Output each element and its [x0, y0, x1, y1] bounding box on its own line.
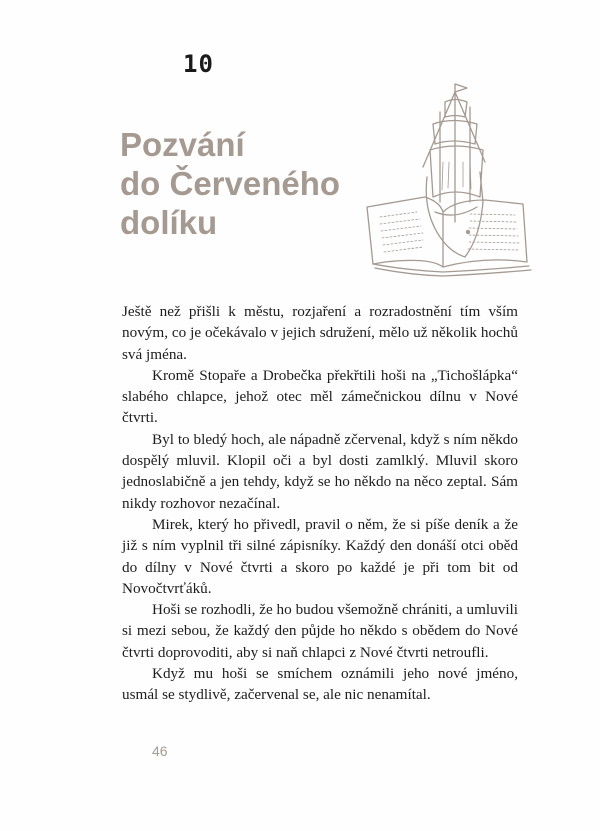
chapter-body-text: [122, 301, 518, 706]
chapter-title-line: Pozvání: [120, 126, 245, 163]
paragraph: Hoši se rozhodli, že ho budou všemožně chrániti, a umluvili si mezi sebou, že každý den půjde ho někdo s obědem do Nové čtvrti doprovoditi, aby si naň chlapci z Nové čtvrti netroufli.: [122, 601, 518, 661]
chapter-number: 10: [183, 50, 214, 78]
chapter-title-line: do Červeného: [120, 165, 341, 202]
chapter-title-line: dolíku: [120, 204, 218, 241]
paragraph: Kromě Stopaře a Drobečka překřtili hoši na „Tichošlápka“ slabého chlapce, jehož otec měl zámečnickou dílnu v Nové čtvrti.: [122, 366, 518, 427]
paragraph: Ještě než přišli k městu, rozjaření a rozradostnění tím vším novým, co je očekávalo v jejich sdružení, mělo už několik hochů svá jména.: [122, 303, 518, 363]
ship-book-illustration-icon: [345, 72, 540, 277]
page-number: 46: [152, 743, 168, 759]
paragraph: Když mu hoši se smíchem oznámili jeho nové jméno, usmál se stydlivě, začervenal se, ale nic nenamítal.: [122, 665, 518, 704]
paragraph: Byl to bledý hoch, ale nápadně zčervenal, když s ním někdo dospělý mluvil. Klopil oči a byl dosti zamlklý. Mluvil skoro jednoslabičně a jen tehdy, když se ho někdo na něco zeptal. Sám nikdy rozhovor nezačínal.: [122, 430, 518, 512]
paragraph: Mirek, který ho přivedl, pravil o něm, že si píše deník a že již s ním vyplnil tři silné zápisníky. Každý den donáší otci oběd do dílny v Nové čtvrti a skoro po každé je při tom bit od Novočtvrťáků.: [122, 515, 518, 597]
chapter-title: [120, 125, 380, 242]
